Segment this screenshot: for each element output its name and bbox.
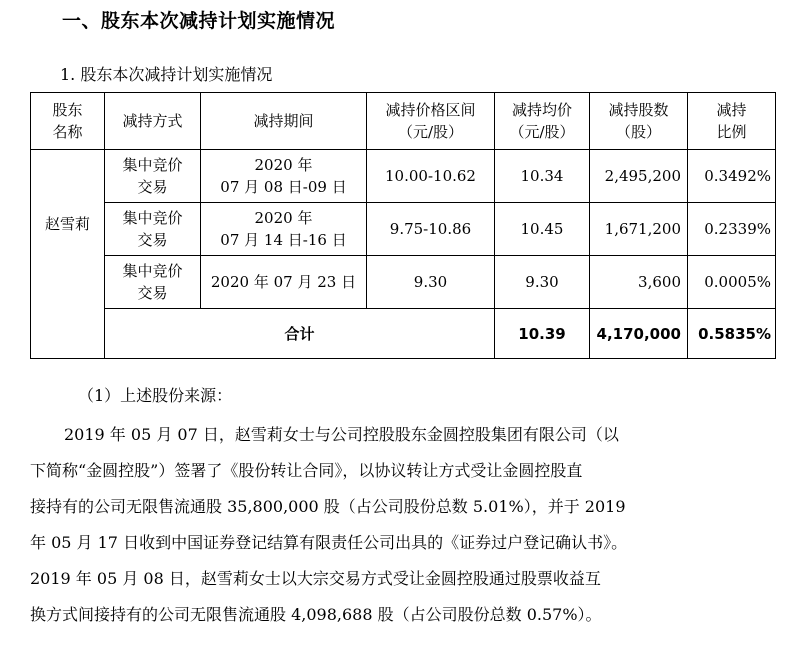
paragraph-line: 接持有的公司无限售流通股 35,800,000 股（占公司股份总数 5.01%），并于 2019 [30,497,626,516]
table-total-row [31,309,776,359]
table-row [31,150,776,203]
paragraph-line: 2019 年 05 月 07 日，赵雪莉女士与公司控股股东金圆控股集团有限公司（以 [64,425,619,444]
table-row [31,203,776,256]
paragraph-line: 下简称“金圆控股”）签署了《股份转让合同》，以协议转让方式受让金圆控股直 [30,461,583,480]
header-method: 减持方式 [105,93,201,150]
avg-price-cell: 10.45 [495,203,590,256]
reduction-table [30,92,776,359]
table-header-row [31,93,776,150]
source-heading: （1）上述股份来源： [78,386,233,405]
period-cell: 2020 年 07 月 08 日-09 日 [201,150,367,203]
price-range-cell: 9.30 [367,256,495,309]
header-price-range: 减持价格区间 （元/股） [367,93,495,150]
sub-heading: 1. 股东本次减持计划实施情况 [60,65,273,84]
shares-cell: 1,671,200 [590,203,688,256]
price-range-cell: 10.00-10.62 [367,150,495,203]
price-range-cell: 9.75-10.86 [367,203,495,256]
total-ratio: 0.5835% [688,309,776,359]
section-heading: 一、股东本次减持计划实施情况 [62,10,336,32]
paragraph-line: 年 05 月 17 日收到中国证券登记结算有限责任公司出具的《证券过户登记确认书》。 [30,533,628,552]
ratio-cell: 0.2339% [688,203,776,256]
table-row [31,256,776,309]
shareholder-cell: 赵雪莉 [31,150,105,359]
avg-price-cell: 10.34 [495,150,590,203]
paragraph-line: 2019 年 05 月 08 日，赵雪莉女士以大宗交易方式受让金圆控股通过股票收益互 [30,569,601,588]
avg-price-cell: 9.30 [495,256,590,309]
header-ratio: 减持 比例 [688,93,776,150]
method-cell: 集中竞价 交易 [105,256,201,309]
header-shares: 减持股数 （股） [590,93,688,150]
total-avg-price: 10.39 [495,309,590,359]
paragraph-1 [30,417,775,561]
ratio-cell: 0.3492% [688,150,776,203]
total-shares: 4,170,000 [590,309,688,359]
header-shareholder: 股东 名称 [31,93,105,150]
period-cell: 2020 年 07 月 14 日-16 日 [201,203,367,256]
method-cell: 集中竞价 交易 [105,203,201,256]
shares-cell: 2,495,200 [590,150,688,203]
paragraph-line: 换方式间接持有的公司无限售流通股 4,098,688 股（占公司股份总数 0.57%）。 [30,605,602,624]
ratio-cell: 0.0005% [688,256,776,309]
method-cell: 集中竞价 交易 [105,150,201,203]
period-cell: 2020 年 07 月 23 日 [201,256,367,309]
header-avg-price: 减持均价 （元/股） [495,93,590,150]
header-period: 减持期间 [201,93,367,150]
paragraph-2 [30,561,775,633]
total-label: 合计 [105,309,495,359]
shares-cell: 3,600 [590,256,688,309]
